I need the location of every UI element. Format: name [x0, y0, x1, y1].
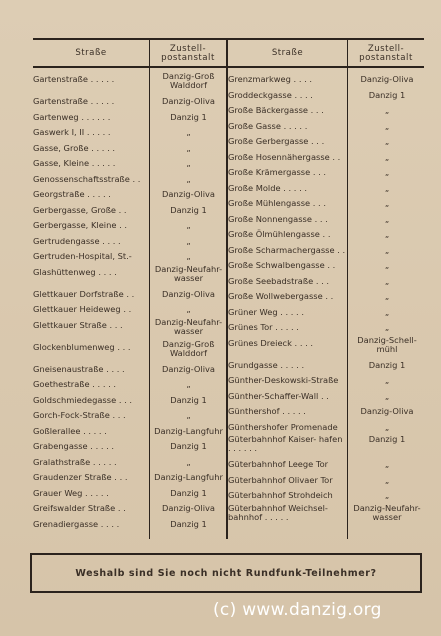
table-row — [228, 504, 424, 526]
header-street-left: Straße — [75, 48, 107, 58]
street-name: Große Ölmühlengasse . . — [228, 229, 331, 239]
table-row — [228, 389, 424, 405]
post-office: Danzig-Oliva — [360, 406, 414, 416]
table-row — [228, 165, 424, 181]
street-name: Grünes Dreieck . . . . — [228, 337, 314, 348]
post-office: „ — [186, 410, 191, 420]
street-name: Güterbahnhof Leege Tor — [228, 459, 329, 469]
post-office: „ — [186, 456, 191, 467]
table-row — [33, 110, 226, 126]
table-row — [33, 203, 226, 219]
table-row — [33, 486, 226, 502]
post-office: „ — [384, 291, 390, 301]
table-row — [228, 150, 424, 166]
street-name: Gartenstraße . . . . . — [33, 96, 115, 106]
post-office: Danzig-Neufahr- wasser — [154, 263, 223, 283]
post-office: „ — [384, 421, 390, 432]
table-row — [33, 393, 226, 409]
post-office: Danzig 1 — [368, 359, 406, 370]
street-name: Grüner Weg . . . . . — [228, 306, 304, 317]
post-office: „ — [384, 322, 390, 332]
table-row — [228, 227, 424, 243]
post-office: Danzig-Groß Walddorf — [162, 338, 215, 358]
street-name: Graudenzer Straße . . . — [33, 472, 128, 482]
street-name: Große Hosennähergasse . . — [228, 151, 341, 162]
table-row — [228, 274, 424, 290]
table-row — [228, 103, 424, 119]
street-name: Güterbahnhof Weichsel- bahnhof . . . . . — [228, 502, 328, 522]
street-name: Gaswerk I, II . . . . . — [33, 127, 111, 137]
table-row — [33, 125, 226, 141]
street-name: Güterbahnhof Olivaer Tor — [228, 474, 333, 485]
table-row — [33, 218, 226, 234]
post-office: Danzig-Langfuhr — [154, 425, 223, 436]
table-row — [33, 287, 226, 303]
table-row — [228, 473, 424, 489]
post-office: „ — [384, 151, 390, 162]
street-name: Goethestraße . . . . . — [33, 379, 117, 389]
post-office: Danzig-Oliva — [161, 503, 216, 513]
street-name: Große Wollwebergasse . . — [228, 291, 334, 301]
table-row — [33, 187, 226, 203]
post-office: Danzig-Schell- mühl — [357, 334, 417, 354]
street-name: Große Gasse . . . . . — [228, 120, 308, 131]
street-name: Glettkauer Dorfstraße . . — [33, 288, 135, 299]
table-row — [33, 72, 226, 94]
post-office: „ — [186, 379, 191, 389]
post-office: „ — [384, 105, 390, 115]
post-office: Danzig-Oliva — [161, 96, 216, 106]
header-post-office-right: Zustell- postanstalt — [359, 43, 413, 63]
post-office: „ — [384, 260, 390, 270]
street-name: Grabengasse . . . . . — [33, 441, 115, 451]
table-row — [33, 249, 226, 265]
post-office: Danzig 1 — [368, 89, 406, 100]
post-office: „ — [186, 251, 191, 261]
post-office: Danzig-Langfuhr — [154, 472, 223, 482]
street-name: Georgstraße . . . . . — [33, 189, 111, 199]
street-name: Große Krämergasse . . . — [228, 167, 327, 177]
footer-banner: Weshalb sind Sie noch nicht Rundfunk-Teilnehmer? — [30, 553, 422, 593]
post-office: „ — [384, 213, 390, 224]
table-row — [228, 243, 424, 259]
street-name: Goldschmiedegasse . . . — [33, 394, 133, 405]
post-office: „ — [384, 459, 390, 469]
left-column — [33, 72, 226, 532]
street-name: Goßlerallee . . . . . — [33, 425, 107, 436]
street-name: Gartenweg . . . . . . — [33, 111, 111, 122]
street-name: Grünes Tor . . . . . — [228, 322, 299, 332]
post-office: „ — [384, 120, 390, 131]
street-name: Greifswalder Straße . . — [33, 503, 126, 513]
street-name: Große Mühlengasse . . . — [228, 198, 326, 208]
street-name: Gerbergasse, Große . . — [33, 204, 127, 215]
table-row — [33, 362, 226, 378]
street-name: Gneisenaustraße . . . . — [33, 363, 125, 374]
table-row — [33, 172, 226, 188]
table-row — [228, 420, 424, 436]
table-row — [33, 141, 226, 157]
table-row — [228, 134, 424, 150]
header-street-right: Straße — [271, 48, 304, 58]
table-row — [33, 302, 226, 318]
table-row — [228, 435, 424, 457]
street-directory-table — [33, 38, 424, 547]
post-office: „ — [384, 136, 390, 146]
post-office: Danzig 1 — [170, 394, 207, 405]
post-office: „ — [186, 127, 191, 137]
street-name: Große Seebadstraße . . . — [228, 275, 330, 286]
street-name: Gralathstraße . . . . . — [33, 456, 117, 467]
table-row — [33, 470, 226, 486]
watermark: (c) www.danzig.org — [213, 600, 382, 620]
post-office: Danzig 1 — [170, 441, 207, 451]
post-office: „ — [384, 490, 390, 500]
table-row — [33, 424, 226, 440]
post-office: „ — [384, 198, 390, 208]
table-row — [228, 358, 424, 374]
table-row — [228, 457, 424, 473]
post-office: Danzig-Oliva — [161, 189, 216, 199]
street-name: Große Scharmachergasse . . — [228, 244, 346, 255]
table-row — [228, 336, 424, 358]
post-office: „ — [186, 158, 191, 168]
table-row — [228, 404, 424, 420]
table-row — [228, 212, 424, 228]
street-name: Günthershof . . . . . — [228, 406, 306, 416]
table-row — [33, 340, 226, 362]
street-name: Günther-Schaffer-Wall . . — [228, 390, 329, 401]
table-row — [228, 196, 424, 212]
table-row — [228, 373, 424, 389]
street-name: Große Bäckergasse . . . — [228, 105, 324, 115]
table-row — [33, 455, 226, 471]
table-row — [228, 72, 424, 88]
table-row — [33, 94, 226, 110]
street-name: Grauer Weg . . . . . — [33, 487, 109, 498]
street-name: Große Schwalbengasse . . — [228, 260, 336, 270]
post-office: „ — [384, 375, 390, 385]
table-row — [228, 320, 424, 336]
street-name: Glockenblumenweg . . . — [33, 341, 131, 352]
post-office: Danzig-Oliva — [360, 74, 414, 84]
post-office: Danzig-Groß Walddorf — [162, 71, 215, 90]
street-name: Güterbahnhof Kaiser- hafen . . . . . . — [228, 434, 343, 453]
street-name: Große Molde . . . . . — [228, 182, 307, 193]
table-row — [33, 265, 226, 287]
post-office: „ — [384, 167, 390, 177]
table-row — [33, 408, 226, 424]
table-row — [228, 88, 424, 104]
street-name: Gorch-Fock-Straße . . . — [33, 410, 126, 420]
post-office: „ — [384, 306, 390, 317]
street-name: Gerbergasse, Kleine . . — [33, 220, 128, 230]
right-column — [228, 72, 424, 526]
post-office: Danzig-Oliva — [161, 288, 216, 299]
table-row — [33, 377, 226, 393]
table-row — [33, 156, 226, 172]
street-name: Grenzmarkweg . . . . — [228, 74, 313, 84]
post-office: Danzig 1 — [368, 434, 406, 444]
street-name: Gasse, Große . . . . . — [33, 142, 115, 153]
street-name: Gasse, Kleine . . . . . — [33, 158, 116, 168]
table-row — [33, 318, 226, 340]
post-office: „ — [384, 390, 390, 401]
street-name: Groddeckgasse . . . . — [228, 89, 313, 100]
post-office: „ — [384, 229, 390, 239]
street-name: Glashüttenweg . . . . — [33, 266, 117, 277]
header-post-office-left: Zustell- postanstalt — [161, 43, 215, 63]
post-office: „ — [384, 244, 390, 255]
post-office: „ — [186, 142, 191, 153]
street-name: Gertrudengasse . . . . — [33, 235, 121, 246]
street-name: Gartenstraße . . . . . — [33, 74, 115, 84]
post-office: „ — [384, 275, 390, 286]
post-office: Danzig 1 — [170, 518, 207, 529]
street-name: Güterbahnhof Strohdeich — [228, 490, 333, 500]
post-office: „ — [186, 235, 191, 246]
post-office: „ — [384, 182, 390, 193]
table-row — [228, 289, 424, 305]
street-name: Glettkauer Heideweg . . — [33, 304, 132, 314]
table-row — [33, 501, 226, 517]
street-name: Große Nonnengasse . . . — [228, 213, 328, 224]
street-name: Glettkauer Straße . . . — [33, 319, 123, 330]
table-row — [228, 305, 424, 321]
street-name: Günthershofer Promenade — [228, 421, 338, 432]
post-office: „ — [186, 173, 191, 184]
post-office: „ — [384, 474, 390, 485]
table-row — [33, 517, 226, 533]
street-name: Genossenschaftsstraße . . — [33, 173, 141, 184]
table-row — [228, 119, 424, 135]
table-row — [228, 488, 424, 504]
post-office: Danzig 1 — [170, 487, 207, 498]
post-office: „ — [186, 304, 191, 314]
street-name: Gertruden-Hospital, St.- — [33, 251, 132, 261]
post-office: Danzig 1 — [170, 204, 207, 215]
header-rule-top — [33, 38, 424, 40]
street-name: Grenadiergasse . . . . — [33, 518, 120, 529]
street-name: Grundgasse . . . . . — [228, 359, 305, 370]
post-office: Danzig-Neufahr- wasser — [353, 502, 421, 522]
street-name: Günther-Deskowski-Straße — [228, 375, 339, 385]
table-row — [228, 258, 424, 274]
table-row — [33, 439, 226, 455]
table-row — [33, 234, 226, 250]
post-office: Danzig-Oliva — [161, 363, 216, 374]
table-row — [228, 181, 424, 197]
post-office: Danzig 1 — [170, 111, 207, 122]
post-office: „ — [186, 220, 191, 230]
post-office: Danzig-Neufahr- wasser — [154, 316, 223, 336]
street-name: Große Gerbergasse . . . — [228, 136, 325, 146]
header-rule-bottom — [33, 66, 424, 68]
